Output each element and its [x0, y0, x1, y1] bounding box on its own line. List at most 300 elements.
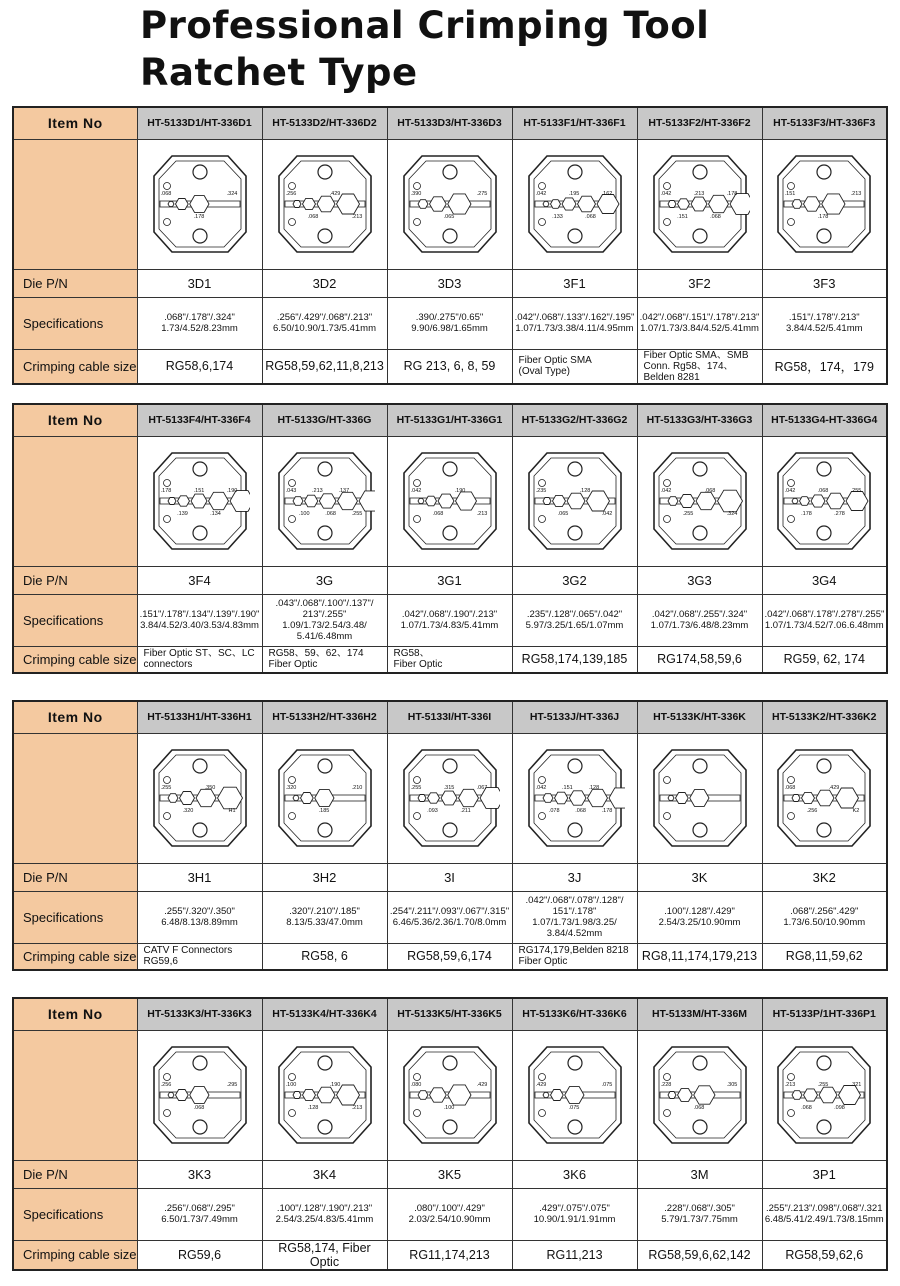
mount-hole	[193, 1056, 207, 1070]
die-dimension-label: .178	[801, 511, 813, 517]
item-no-label: Item No	[13, 998, 137, 1030]
die-dimension-label: .213	[351, 1105, 362, 1111]
die-dimension-label: .067	[476, 785, 487, 791]
item-no-cell: HT-5133G2/HT-336G2	[512, 404, 637, 436]
die-image-cell	[262, 139, 387, 269]
crimp-cavity	[696, 492, 716, 509]
cable-size-cell	[137, 943, 262, 970]
specifications-cell	[637, 297, 762, 349]
crimp-cavity	[177, 496, 189, 506]
cable-size-label: Crimping cable size	[13, 943, 137, 970]
cable-size-cell	[137, 349, 262, 384]
specifications-cell	[262, 297, 387, 349]
crimp-cavity	[168, 201, 174, 206]
crimp-die-drawing	[525, 742, 625, 854]
cable-line: RG58,59,6,174	[407, 949, 492, 964]
specifications-cell	[762, 594, 887, 646]
die-image-cell	[137, 1030, 262, 1160]
die-dimension-label: .195	[568, 191, 579, 197]
cable-line: CATV F Connectors	[143, 945, 233, 957]
cable-size-cell	[637, 943, 762, 970]
spec-line: .320"/.210"/.185"	[289, 906, 360, 917]
crimp-cavity	[427, 793, 439, 803]
mount-hole	[693, 526, 707, 540]
spec-line: .256"/.068"/.295"	[164, 1203, 235, 1214]
specifications-cell	[637, 891, 762, 943]
die-dimension-label: .255	[850, 488, 862, 494]
die-pn-cell: 3K4	[262, 1160, 387, 1188]
crimp-die-drawing	[774, 1039, 874, 1151]
die-pn-cell: 3D1	[137, 269, 262, 297]
cable-line: RG59,6	[177, 1247, 222, 1262]
die-dimension-label: .178	[160, 488, 171, 494]
specifications-cell	[262, 1188, 387, 1240]
die-dimension-label: .213	[784, 1082, 796, 1088]
die-dimension-label: .178	[817, 214, 829, 220]
spec-line: .042"/.068"/.178"/.278"/.255"	[764, 609, 885, 620]
die-dimension-label: .128	[579, 488, 590, 494]
crimp-cavity	[792, 795, 800, 802]
crimp-die-drawing	[400, 148, 500, 260]
mount-hole	[817, 229, 831, 243]
item-no-cell: HT-5133H1/HT-336H1	[137, 701, 262, 733]
spec-line: 6.48/5.41/2.49/1.73/8.15mm	[764, 1214, 884, 1225]
die-dimension-label: H1	[227, 808, 236, 814]
crimp-cavity	[708, 195, 728, 212]
mount-hole	[817, 165, 831, 179]
die-dimension-label: .075	[568, 1105, 579, 1111]
die-dimension-label: .139	[176, 511, 188, 517]
cable-size-cell	[137, 1240, 262, 1270]
crimp-die-drawing	[650, 1039, 750, 1151]
mount-hole	[318, 1120, 332, 1134]
spec-line: 1.07/1.73/4.52/7.06.6.48mm	[764, 620, 884, 631]
crimp-die-drawing	[150, 742, 250, 854]
crimp-cavity	[677, 1089, 692, 1102]
mount-hole	[443, 462, 457, 476]
item-no-cell: HT-5133K6/HT-336K6	[512, 998, 637, 1030]
crimp-cavity	[302, 198, 315, 209]
spec-line: 10.90/1.91/1.91mm	[533, 1214, 616, 1225]
die-dimension-label: .065	[557, 511, 568, 517]
specifications-cell	[387, 297, 512, 349]
crimp-cavity	[668, 1092, 676, 1099]
crimp-cavity	[827, 493, 845, 509]
die-pn-cell: 3K3	[137, 1160, 262, 1188]
die-pn-cell: 3I	[387, 863, 512, 891]
die-image-cell	[387, 139, 512, 269]
spec-line: .068"/.178"/.324"	[164, 312, 235, 323]
spec-line: .042"/.068"/.255"/.324"	[651, 609, 748, 620]
mount-hole	[193, 823, 207, 837]
spec-line: 1.07/1.73/3.84/4.52/5.41mm	[640, 323, 759, 334]
item-no-cell: HT-5133K/HT-336K	[637, 701, 762, 733]
crimp-cavity	[543, 498, 551, 505]
cable-size-row	[13, 1240, 887, 1270]
die-dimension-label: .390	[410, 191, 421, 197]
crimp-cavity	[804, 1089, 818, 1101]
die-dimension-label: .255	[817, 1082, 829, 1088]
spec-line: 1.07/1.73/6.48/8.23mm	[650, 620, 749, 631]
spec-line: 5.41/6.48mm	[296, 631, 353, 642]
cable-line: Conn. Rg58、174、	[643, 360, 734, 372]
spec-line: .390/.275"/0.65"	[415, 312, 484, 323]
mount-hole	[568, 526, 582, 540]
page-title	[140, 2, 709, 96]
spec-line: .235"/.128"/.065"/.042"	[526, 609, 623, 620]
die-dimension-label: .255	[160, 785, 171, 791]
crimp-cavity	[668, 795, 674, 800]
die-image-cell	[512, 733, 637, 863]
crimp-cavity	[175, 199, 188, 210]
crimp-die-drawing	[150, 1039, 250, 1151]
spec-line: .429"/.075"/.075"	[539, 1203, 610, 1214]
crimp-cavity	[816, 790, 834, 806]
crimp-cavity	[800, 497, 810, 506]
item-no-cell: HT-5133G4-HT-336G4	[762, 404, 887, 436]
crimp-cavity	[543, 794, 553, 803]
mount-hole	[193, 462, 207, 476]
die-image-cell	[387, 733, 512, 863]
mount-hole	[443, 1056, 457, 1070]
cable-size-row	[13, 943, 887, 970]
die-pn-row	[13, 863, 887, 891]
specifications-cell	[137, 594, 262, 646]
item-no-cell: HT-5133K5/HT-336K5	[387, 998, 512, 1030]
specifications-cell	[262, 891, 387, 943]
die-dimension-label: .151	[676, 214, 688, 220]
die-pn-cell: 3H2	[262, 863, 387, 891]
item-no-label: Item No	[13, 701, 137, 733]
crimp-cavity	[429, 1088, 446, 1102]
cable-line: Fiber Optic	[268, 659, 318, 671]
crimp-cavity	[300, 793, 313, 804]
mount-hole	[568, 229, 582, 243]
die-dimension-label: .295	[226, 1082, 237, 1088]
die-pn-cell: 3K	[637, 863, 762, 891]
cable-size-cell	[637, 646, 762, 673]
crimp-cavity	[577, 196, 595, 212]
die-dimension-label: .255	[351, 511, 362, 517]
mount-hole	[568, 823, 582, 837]
die-image-cell	[262, 1030, 387, 1160]
spec-table	[12, 403, 888, 674]
die-dimension-label: .068	[574, 808, 586, 814]
cable-line: RG58,59,62,11,8,213	[265, 359, 384, 373]
crimp-cavity	[564, 1087, 583, 1104]
crimp-die-drawing	[774, 742, 874, 854]
spec-line: .151"/.178"/.213"	[788, 312, 860, 323]
crimp-cavity	[554, 792, 567, 804]
spec-line: 5.79/1.73/7.75mm	[661, 1214, 738, 1225]
cable-line: Belden 8281	[643, 371, 700, 383]
die-image-cell	[387, 1030, 512, 1160]
die-dimension-label: .256	[806, 808, 818, 814]
specifications-cell	[387, 891, 512, 943]
die-dimension-label: .042	[601, 511, 612, 517]
spec-line: .042"/.068"/.190"/.213"	[401, 609, 498, 620]
die-dimension-label: .210	[351, 785, 362, 791]
cable-line: Fiber Optic	[518, 956, 568, 968]
mount-hole	[693, 1120, 707, 1134]
die-dimension-label: .068	[709, 214, 721, 220]
image-label-cell	[13, 733, 137, 863]
cable-size-cell	[762, 349, 887, 384]
spec-line: 213"/.255"	[302, 609, 347, 620]
die-pn-label: Die P/N	[13, 863, 137, 891]
spec-line: .255"/.320"/.350"	[164, 906, 235, 917]
cable-size-row	[13, 349, 887, 384]
die-dimension-label: .133	[551, 214, 563, 220]
die-dimension-label: .256	[285, 191, 296, 197]
cable-size-cell	[637, 1240, 762, 1270]
cable-line: Fiber Optic SMA、SMB	[643, 349, 749, 361]
cable-line: RG58,6,174	[165, 359, 234, 373]
crimp-cavity	[550, 200, 560, 209]
crimp-cavity	[804, 197, 821, 211]
cable-line: (Oval Type)	[518, 366, 570, 377]
die-dimension-label: .068	[704, 488, 715, 494]
mount-hole	[817, 1120, 831, 1134]
mount-hole	[193, 165, 207, 179]
die-dimension-label: .042	[784, 488, 796, 494]
die-pn-cell: 3G4	[762, 566, 887, 594]
crimp-cavity	[689, 790, 708, 807]
specifications-cell	[637, 1188, 762, 1240]
crimp-cavity	[208, 492, 228, 509]
die-dimension-label: .320	[285, 785, 296, 791]
die-pn-cell: 3F4	[137, 566, 262, 594]
die-dimension-label: .068	[584, 214, 596, 220]
spec-line: 1.09/1.73/2.54/3.48/	[282, 620, 367, 631]
die-pn-label: Die P/N	[13, 1160, 137, 1188]
spec-line: .042"/.068"/.133"/.162"/.195"	[514, 312, 635, 323]
die-dimension-label: .137	[337, 488, 349, 494]
cable-size-cell	[762, 943, 887, 970]
spec-line: .100"/.128"/.190"/.213"	[276, 1203, 373, 1214]
die-dimension-label: .178	[726, 191, 737, 197]
spec-line: .256"/.429"/.068"/.213"	[276, 312, 373, 323]
spec-line: 2.03/2.54/10.90mm	[408, 1214, 491, 1225]
die-dimension-label: .321	[850, 1082, 862, 1088]
cable-line: RG58,59,6,62,142	[648, 1247, 751, 1262]
spec-line: 9.90/6.98/1.65mm	[411, 323, 488, 334]
die-dimension-label: .350	[204, 785, 215, 791]
crimp-cavity	[302, 1089, 315, 1100]
crimp-cavity	[168, 794, 178, 803]
cable-size-cell	[262, 349, 387, 384]
die-image-cell	[262, 436, 387, 566]
cable-size-cell	[387, 646, 512, 673]
spec-line: 1.07/1.73/1.98/3.25/	[532, 917, 617, 928]
cable-size-cell	[387, 943, 512, 970]
spec-line: .254"/.211"/.093"/.067"/.315"	[389, 906, 510, 917]
die-image-row	[13, 436, 887, 566]
crimp-cavity	[314, 790, 333, 807]
spec-table	[12, 997, 888, 1271]
specifications-row	[13, 594, 887, 646]
specifications-cell	[512, 594, 637, 646]
spec-line: .042"/.068"/.151"/.178"/.213"	[639, 312, 760, 323]
item-no-row	[13, 701, 887, 733]
crimp-cavity	[168, 498, 176, 505]
die-pn-cell: 3G1	[387, 566, 512, 594]
mount-hole	[693, 229, 707, 243]
spec-line: 3.84/4.52/3.40/3.53/4.83mm	[140, 620, 259, 631]
item-no-cell: HT-5133D3/HT-336D3	[387, 107, 512, 139]
mount-hole	[443, 229, 457, 243]
die-dimension-label: .042	[535, 191, 546, 197]
cable-line: RG 213, 6, 8, 59	[403, 359, 496, 373]
image-label-cell	[13, 436, 137, 566]
die-dimension-label: .068	[324, 511, 336, 517]
crimp-die-drawing	[275, 148, 375, 260]
specifications-cell	[512, 891, 637, 943]
crimp-cavity	[189, 1087, 208, 1104]
spec-line: .043"/.068"/.100"/.137"/	[275, 598, 374, 609]
crimp-die-drawing	[650, 148, 750, 260]
spec-line: .100"/.128"/.429"	[664, 906, 735, 917]
crimp-die-drawing	[400, 445, 500, 557]
cable-size-cell	[512, 1240, 637, 1270]
crimp-die-drawing	[150, 445, 250, 557]
crimp-cavity	[293, 201, 301, 208]
cable-size-cell	[262, 1240, 387, 1270]
cable-size-label: Crimping cable size	[13, 1240, 137, 1270]
cable-line: RG59, 62, 174	[783, 652, 865, 667]
mount-hole	[817, 1056, 831, 1070]
die-dimension-label: .162	[601, 191, 612, 197]
specifications-row	[13, 1188, 887, 1240]
crimp-cavity	[418, 795, 426, 802]
crimp-cavity	[819, 1087, 837, 1103]
cable-size-cell	[387, 349, 512, 384]
crimp-cavity	[543, 201, 549, 206]
title-line-1: Professional Crimping Tool	[140, 4, 710, 47]
die-dimension-label: .068	[432, 511, 443, 517]
die-image-cell	[387, 436, 512, 566]
crimp-die-drawing	[275, 445, 375, 557]
cable-line: RG59,6	[143, 956, 178, 968]
cable-size-cell	[637, 349, 762, 384]
die-pn-label: Die P/N	[13, 269, 137, 297]
mount-hole	[318, 823, 332, 837]
die-dimension-label: .068	[693, 1105, 704, 1111]
crimp-die-drawing	[525, 148, 625, 260]
die-dimension-label: K2	[852, 808, 860, 814]
die-dimension-label: .228	[660, 1082, 671, 1088]
mount-hole	[318, 759, 332, 773]
mount-hole	[318, 165, 332, 179]
die-image-cell	[137, 436, 262, 566]
item-no-row	[13, 107, 887, 139]
mount-hole	[193, 1120, 207, 1134]
item-no-cell: HT-5133I/HT-336I	[387, 701, 512, 733]
die-dimension-label: .185	[318, 808, 329, 814]
die-dimension-label: .080	[410, 1082, 421, 1088]
crimp-cavity	[677, 199, 689, 209]
die-pn-label: Die P/N	[13, 566, 137, 594]
die-dimension-label: .213	[311, 488, 323, 494]
die-dimension-label: .068	[784, 785, 796, 791]
cable-line: Fiber Optic	[393, 659, 443, 671]
die-image-cell	[512, 1030, 637, 1160]
die-dimension-label: .151	[784, 191, 796, 197]
item-no-row	[13, 404, 887, 436]
item-no-cell: HT-5133F1/HT-336F1	[512, 107, 637, 139]
die-pn-row	[13, 566, 887, 594]
cable-size-cell	[512, 349, 637, 384]
mount-hole	[817, 823, 831, 837]
spec-line: 2.54/3.25/4.83/5.41mm	[275, 1214, 374, 1225]
die-dimension-label: .211	[459, 808, 471, 814]
mount-hole	[693, 759, 707, 773]
die-pn-row	[13, 269, 887, 297]
die-pn-cell: 3G	[262, 566, 387, 594]
specifications-cell	[762, 297, 887, 349]
specifications-cell	[637, 594, 762, 646]
die-dimension-label: .151	[193, 488, 204, 494]
crimp-cavity	[569, 791, 586, 805]
die-image-cell	[512, 436, 637, 566]
spec-line: 151"/.178"	[552, 906, 597, 917]
specifications-label: Specifications	[13, 594, 137, 646]
crimp-cavity	[679, 495, 694, 508]
die-dimension-label: .429	[535, 1082, 546, 1088]
die-dimension-label: .278	[834, 511, 846, 517]
spec-line: 6.48/8.13/8.89mm	[161, 917, 238, 928]
die-image-cell	[637, 139, 762, 269]
cable-line: RG58,174, Fiber Optic	[278, 1240, 371, 1269]
specifications-row	[13, 297, 887, 349]
mount-hole	[817, 526, 831, 540]
die-image-row	[13, 139, 887, 269]
crimp-die-drawing	[774, 445, 874, 557]
crimp-cavity	[458, 789, 478, 806]
die-pn-cell: 3J	[512, 863, 637, 891]
crimp-die-drawing	[650, 742, 750, 854]
die-dimension-label: .255	[410, 785, 421, 791]
item-no-cell: HT-5133G/HT-336G	[262, 404, 387, 436]
cable-line: RG174,58,59,6	[657, 652, 742, 667]
crimp-cavity	[418, 498, 424, 503]
die-image-cell	[137, 139, 262, 269]
crimp-die-drawing	[275, 1039, 375, 1151]
crimp-die-drawing	[150, 148, 250, 260]
crimp-die-drawing	[774, 148, 874, 260]
die-dimension-label: .042	[535, 785, 546, 791]
mount-hole	[193, 526, 207, 540]
spec-table	[12, 700, 888, 971]
crimp-cavity	[792, 1091, 802, 1100]
die-dimension-label: .324	[226, 191, 237, 197]
die-image-cell	[762, 733, 887, 863]
die-pn-cell: 3K6	[512, 1160, 637, 1188]
specifications-cell	[137, 891, 262, 943]
die-pn-cell: 3F3	[762, 269, 887, 297]
cable-line: RG58,59,62,6	[785, 1247, 864, 1262]
mount-hole	[318, 229, 332, 243]
crimp-cavity	[691, 197, 707, 211]
die-dimension-label: .100	[443, 1105, 454, 1111]
die-pn-cell: 3M	[637, 1160, 762, 1188]
item-no-cell: HT-5133P/1HT-336P1	[762, 998, 887, 1030]
spec-line: 3.84/4.52/5.41mm	[785, 323, 863, 334]
spec-line: 1.73/4.52/8.23mm	[161, 323, 238, 334]
item-no-cell: HT-5133J/HT-336J	[512, 701, 637, 733]
die-pn-cell: 3K5	[387, 1160, 512, 1188]
item-no-cell: HT-5133M/HT-336M	[637, 998, 762, 1030]
